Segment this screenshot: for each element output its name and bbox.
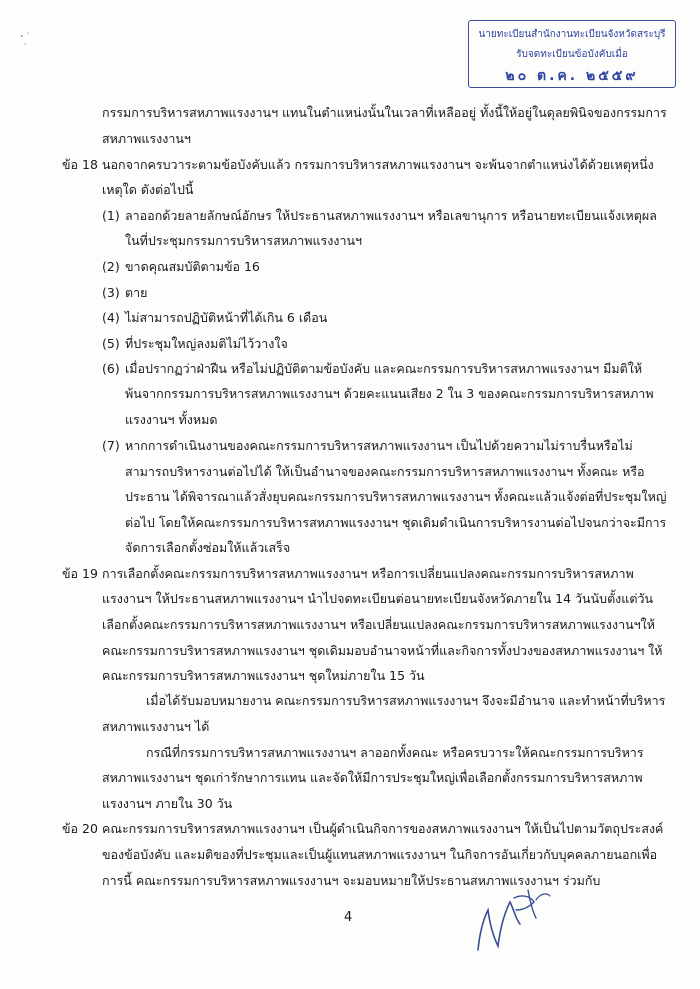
item-line: ไม่สามารถปฏิบัติหน้าที่ได้เกิน 6 เดือน — [125, 310, 328, 325]
article-18-line: เหตุใด ดังต่อไปนี้ — [102, 182, 194, 197]
item-line: หากการดำเนินงานของคณะกรรมการบริหารสหภาพแรงงานฯ เป็นไปด้วยความไม่ราบรื่นหรือไม่ — [125, 438, 633, 453]
article-19-line: แรงงานฯ ให้ประธานสหภาพแรงงานฯ นำไปจดทะเบียนต่อนายทะเบียนจังหวัดภายใน 14 วันนับตั้งแต่วัน — [102, 591, 654, 606]
item-number: (7) — [102, 438, 120, 453]
item-number: (3) — [102, 285, 120, 300]
stamp-registrar-line: นายทะเบียนสำนักงานทะเบียนจังหวัดสระบุรี — [478, 29, 666, 40]
article-19-line: เลือกตั้งคณะกรรมการบริหารสหภาพแรงงานฯ หรือเปลี่ยนแปลงคณะกรรมการบริหารสหภาพแรงงานฯให้ — [102, 617, 656, 632]
article-20-line: การนี้ คณะกรรมการบริหารสหภาพแรงงานฯ จะมอบหมายให้ประธานสหภาพแรงงานฯ ร่วมกับ — [102, 873, 601, 888]
article-19-paragraph: แรงงานฯ ภายใน 30 วัน — [102, 796, 233, 811]
article-19-label: ข้อ 19 — [62, 566, 98, 581]
article-20-line: คณะกรรมการบริหารสหภาพแรงงานฯ เป็นผู้ดำเนินกิจการของสหภาพแรงงานฯ ให้เป็นไปตามวัตถุประสงค์ — [102, 821, 664, 836]
item-number: (5) — [102, 336, 120, 351]
item-line: ตาย — [125, 285, 148, 300]
registration-stamp — [468, 20, 676, 88]
article-19-line: คณะกรรมการบริหารสหภาพแรงงานฯ ชุดเดิมมอบอำนาจหน้าที่และกิจการทั้งปวงของสหภาพแรงงานฯ ให้ — [102, 643, 663, 658]
item-line: ลาออกด้วยลายลักษณ์อักษร ให้ประธานสหภาพแรงงานฯ หรือเลขานุการ หรือนายทะเบียนแจ้งเหตุผล — [125, 208, 657, 223]
item-number: (1) — [102, 208, 120, 223]
article-20-label: ข้อ 20 — [62, 821, 98, 836]
item-number: (4) — [102, 310, 120, 325]
article-19-paragraph: สหภาพแรงงานฯ ได้ — [102, 719, 210, 734]
item-line: พ้นจากกรรมการบริหารสหภาพแรงงานฯ ด้วยคะแนนเสียง 2 ใน 3 ของคณะกรรมการบริหารสหภาพ — [125, 386, 654, 401]
scan-speckle-marks — [18, 30, 38, 60]
item-line: ประธาน ได้พิจารณาแล้วสั่งยุบคณะกรรมการบริหารสหภาพแรงงานฯ ทั้งคณะแล้วแจ้งต่อที่ประชุมใหญ่ — [125, 489, 667, 504]
item-number: (2) — [102, 259, 120, 274]
article-20-line: ของข้อบังคับ และมติของที่ประชุมและเป็นผู้แทนสหภาพแรงงานฯ ในกิจการอันเกี่ยวกับบุคคลภายนอกเพื่อ — [102, 847, 658, 862]
item-line: ในที่ประชุมกรรมการบริหารสหภาพแรงงานฯ — [125, 233, 363, 248]
intro-line: สหภาพแรงงานฯ — [102, 131, 191, 146]
article-18-label: ข้อ 18 — [62, 157, 98, 172]
item-line: จัดการเลือกตั้งซ่อมให้แล้วเสร็จ — [125, 540, 291, 555]
article-19-line: การเลือกตั้งคณะกรรมการบริหารสหภาพแรงงานฯ หรือการเปลี่ยนแปลงคณะกรรมการบริหารสหภาพ — [102, 566, 634, 581]
item-number: (6) — [102, 361, 120, 376]
item-line: สามารถบริหารงานต่อไปได้ ให้เป็นอำนาจของคณะกรรมการบริหารสหภาพแรงงานฯ ทั้งคณะ หรือ — [125, 464, 645, 479]
article-19-paragraph: เมื่อได้รับมอบหมายงาน คณะกรรมการบริหารสหภาพแรงงานฯ จึงจะมีอำนาจ และทำหน้าที่บริหาร — [146, 693, 666, 708]
item-line: ขาดคุณสมบัติตามข้อ 16 — [125, 259, 260, 274]
item-line: ที่ประชุมใหญ่ลงมติไม่ไว้วางใจ — [125, 336, 288, 351]
page-number: 4 — [344, 910, 353, 925]
article-18-line: นอกจากครบวาระตามข้อบังคับแล้ว กรรมการบริหารสหภาพแรงงานฯ จะพ้นจากตำแหน่งได้ด้วยเหตุหนึ่ง — [102, 157, 654, 172]
article-19-paragraph: สหภาพแรงงานฯ ชุดเก่ารักษาการแทน และจัดให้มีการประชุมใหญ่เพื่อเลือกตั้งกรรมการบริหารสหภาพ — [102, 770, 643, 785]
article-19-paragraph: กรณีที่กรรมการบริหารสหภาพแรงงานฯ ลาออกทั้งคณะ หรือครบวาระให้คณะกรรมการบริหาร — [146, 745, 644, 760]
article-19-line: คณะกรรมการบริหารสหภาพแรงงานฯ ชุดใหม่ภายใน 15 วัน — [102, 668, 425, 683]
item-line: แรงงานฯ ทั้งหมด — [125, 412, 218, 427]
handwritten-signature — [470, 880, 560, 960]
item-line: เมื่อปรากฏว่าฝ่าฝืน หรือไม่ปฏิบัติตามข้อบังคับ และคณะกรรมการบริหารสหภาพแรงงานฯ มีมติให้ — [125, 361, 643, 376]
item-line: ต่อไป โดยให้คณะกรรมการบริหารสหภาพแรงงานฯ ชุดเดิมดำเนินการบริหารงานต่อไปจนกว่าจะมีการ — [125, 515, 667, 530]
stamp-received-line: รับจดทะเบียนข้อบังคับเมื่อ — [516, 49, 628, 60]
intro-line: กรรมการบริหารสหภาพแรงงานฯ แทนในตำแหน่งนั้นในเวลาที่เหลืออยู่ ทั้งนี้ให้อยู่ในดุลยพินิจของกรรมการ — [102, 105, 667, 120]
stamp-date: ๒๐ ต.ค. ๒๕๕๙ — [505, 68, 639, 84]
